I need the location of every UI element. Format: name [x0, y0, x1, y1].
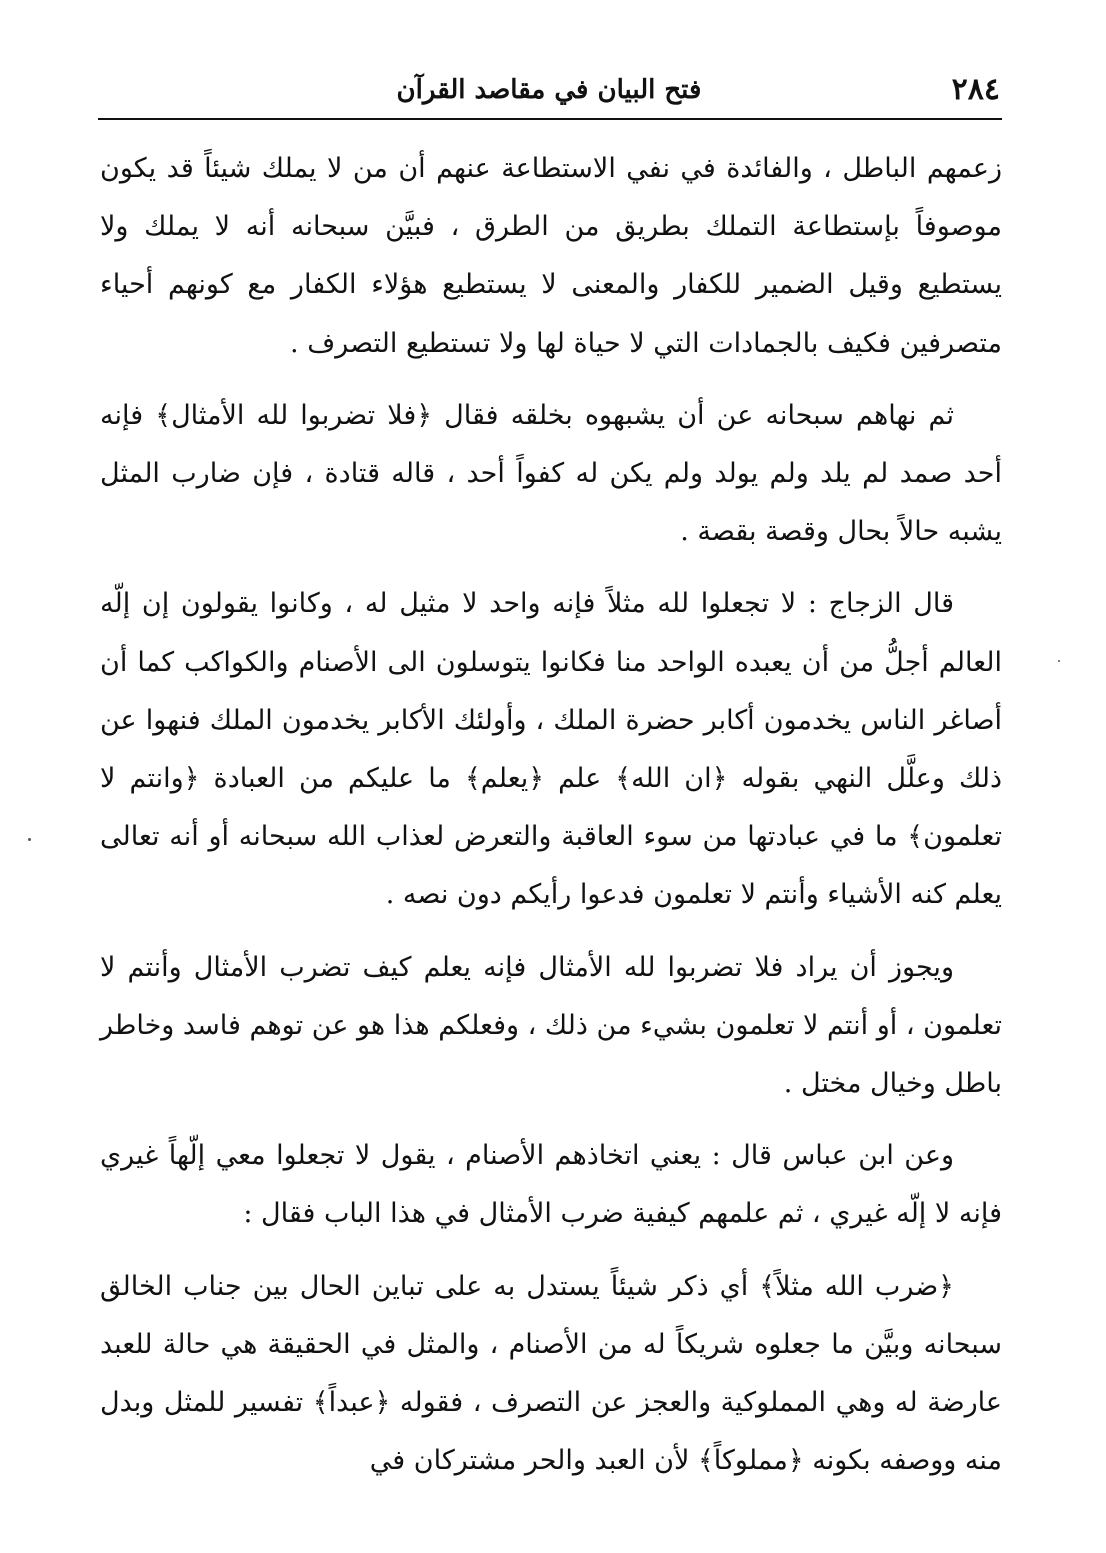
paragraph: قال الزجاج : لا تجعلوا لله مثلاً فإنه واحد لا مثيل له ، وكانوا يقولون إن إلّه العالم أجلُّ من أن يعبده الواحد منا فكانوا يتوسلون الى الأصنام والكواكب كما أن أصاغر الناس يخدمون أكابر حضرة الملك ، وأولئك الأكابر يخدمون الملك فنهوا عن ذلك وعلَّل النهي بقوله ﴿ان الله﴾ علم ﴿يعلم﴾ ما عليكم من العبادة ﴿وانتم لا تعلمون﴾ ما في عبادتها من سوء العاقبة والتعرض لعذاب الله سبحانه أو أنه تعالى يعلم كنه الأشياء وأنتم لا تعلمون فدعوا رأيكم دون نصه . — [100, 588, 1002, 911]
page-number: ٢٨٤ — [951, 72, 1000, 107]
paragraph: ثم نهاهم سبحانه عن أن يشبهوه بخلقه فقال ﴿فلا تضربوا لله الأمثال﴾ فإنه أحد صمد لم يلد ولم يولد ولم يكن له كفواً أحد ، قاله قتادة ، فإن ضارب المثل يشبه حالاً بحال وقصة بقصة . — [100, 399, 1002, 548]
paragraph: ويجوز أن يراد فلا تضربوا لله الأمثال فإنه يعلم كيف تضرب الأمثال وأنتم لا تعلمون ، أو أنتم لا تعلمون بشيء من ذلك ، وفعلكم هذا هو عن توهم فاسد وخاطر باطل وخيال مختل . — [100, 951, 1002, 1100]
page-header — [98, 66, 1000, 116]
scan-speck — [1058, 660, 1060, 662]
header-rule — [98, 118, 1002, 120]
paragraph: وعن ابن عباس قال : يعني اتخاذهم الأصنام ، يقول لا تجعلوا معي إلّهاً غيري فإنه لا إلّه غيري ، ثم علمهم كيفية ضرب الأمثال في هذا الباب فقال : — [100, 1140, 1002, 1230]
running-title: فتح البيان في مقاصد القرآن — [396, 75, 702, 105]
body-text — [100, 140, 1002, 1490]
scan-speck — [28, 838, 31, 841]
paragraph: ﴿ضرب الله مثلاً﴾ أي ذكر شيئاً يستدل به على تباين الحال بين جناب الخالق سبحانه وبيَّن ما جعلوه شريكاً له من الأصنام ، والمثل في الحقيقة هي حالة للعبد عارضة له وهي المملوكية والعجز عن التصرف ، فقوله ﴿عبداً﴾ تفسير للمثل وبدل منه ووصفه بكونه ﴿مملوكاً﴾ لأن العبد والحر مشتركان في — [100, 1270, 1002, 1477]
paragraph: زعمهم الباطل ، والفائدة في نفي الاستطاعة عنهم أن من لا يملك شيئاً قد يكون موصوفاً بإستطاعة التملك بطريق من الطرق ، فبيَّن سبحانه أنه لا يملك ولا يستطيع وقيل الضمير للكفار والمعنى لا يستطيع هؤلاء الكفار مع كونهم أحياء متصرفين فكيف بالجمادات التي لا حياة لها ولا تستطيع التصرف . — [100, 153, 1002, 359]
